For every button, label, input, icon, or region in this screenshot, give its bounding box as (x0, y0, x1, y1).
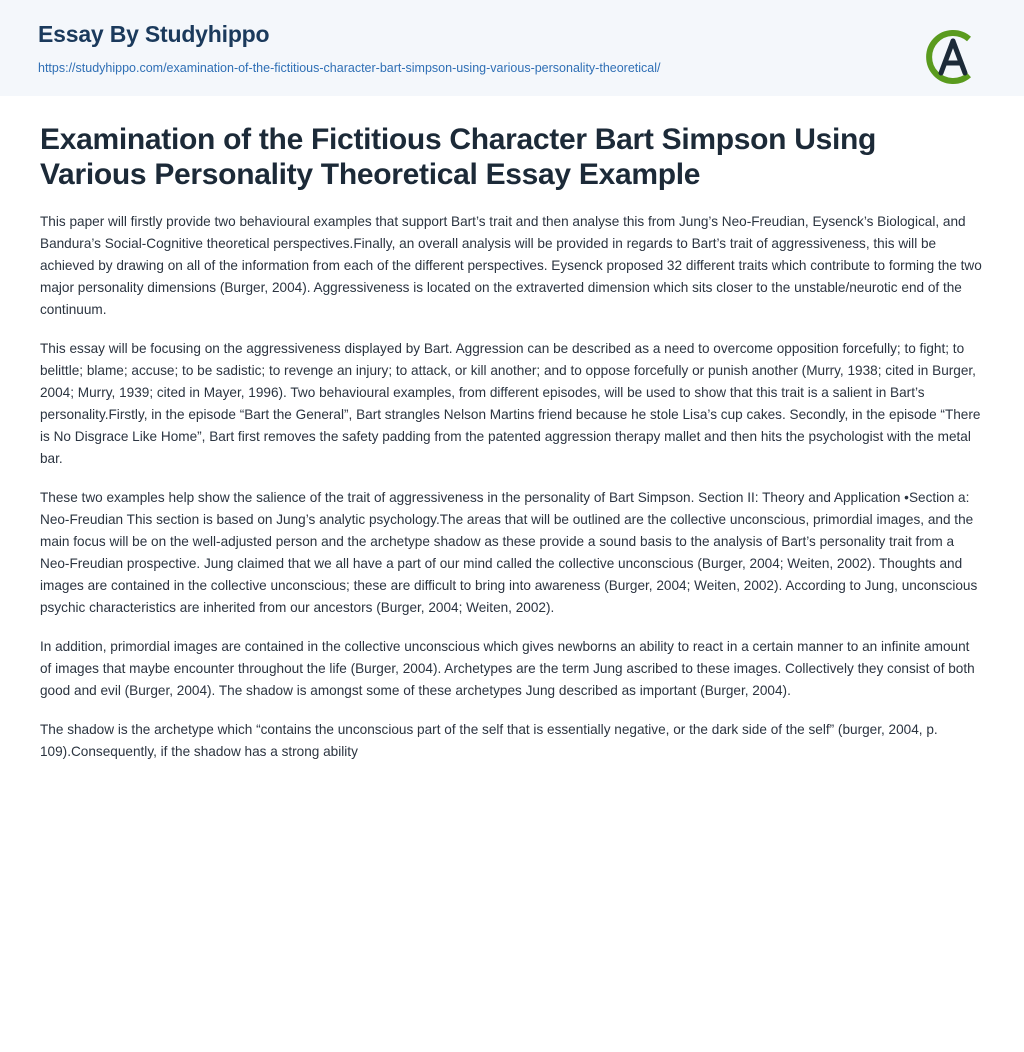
page-title: Examination of the Fictitious Character Bart Simpson Using Various Personality Theoretical Essay Example (40, 123, 877, 192)
article-paragraph: The shadow is the archetype which “contains the unconscious part of the self that is essentially negative, or the dark side of the self” (burger, 2004, p. 109).Consequently, if the shadow has a strong ability (40, 722, 938, 760)
article-paragraph: This essay will be focusing on the aggressiveness displayed by Bart. Aggression can be described as a need to overcome opposition forcefully; to fight; to belittle; blame; accuse; to be sadistic; to revenge an injury; to attack, or kill another; and to oppose forcefully or punish another (Murry, 1938; cited in Burger, 2004; Murry, 1939; cited in Mayer, 1996). Two behavioural examples, from different episodes, will be used to show that this trait is a salient in Bart’s personality.Firstly, in the episode “Bart the General”, Bart strangles Nelson Martins friend because he stole Lisa’s cup cakes. Secondly, in the episode “There is No Disgrace Like Home”, Bart first removes the safety padding from the patented aggression therapy mallet and then hits the psychologist with the metal bar. (40, 340, 981, 466)
article-paragraph: These two examples help show the salience of the trait of aggressiveness in the personality of Bart Simpson. Section II: Theory and Application •Section a: Neo-Freudian This section is based on Jung’s analytic psychology.The areas that will be outlined are the collective unconscious, primordial images, and the main focus will be on the well-adjusted person and the archetype shadow as these provide a sound basis to the analysis of Bart’s personality trait from a Neo-Freudian prospective. Jung claimed that we all have a part of our mind called the collective unconscious (Burger, 2004; Weiten, 2002). Thoughts and images are contained in the collective unconscious; these are difficult to bring into awareness (Burger, 2004; Weiten, 2002). According to Jung, unconscious psychic characteristics are inherited from our ancestors (Burger, 2004; Weiten, 2002). (40, 489, 978, 616)
article-paragraph: This paper will firstly provide two behavioural examples that support Bart’s trait and then analyse this from Jung’s Neo-Freudian, Eysenck’s Biological, and Bandura’s Social-Cognitive theoretical perspectives.Finally, an overall analysis will be provided in regards to Bart’s trait of aggressiveness, this will be achieved by drawing on all of the information from each of the different perspectives. Eysenck proposed 32 different traits which contribute to forming the two major personality dimensions (Burger, 2004). Aggressiveness is located on the extraverted dimension which sits closer to the unstable/neurotic end of the continuum. (40, 213, 982, 317)
source-url-link[interactable]: https://studyhippo.com/examination-of-the-fictitious-character-bart-simpson-using-various-personality-theoretical/ (38, 61, 661, 76)
article-content (0, 96, 1024, 763)
site-header (0, 0, 1024, 96)
article-paragraph: In addition, primordial images are contained in the collective unconscious which gives newborns an ability to react in a certain manner to an infinite amount of images that maybe encounter throughout the life (Burger, 2004). Archetypes are the term Jung ascribed to these images. Collectively they consist of both good and evil (Burger, 2004). The shadow is amongst some of these archetypes Jung described as important (Burger, 2004). (40, 639, 975, 699)
studyhippo-a-logo-icon (922, 26, 984, 88)
site-brand-title: Essay By Studyhippo (38, 21, 270, 47)
